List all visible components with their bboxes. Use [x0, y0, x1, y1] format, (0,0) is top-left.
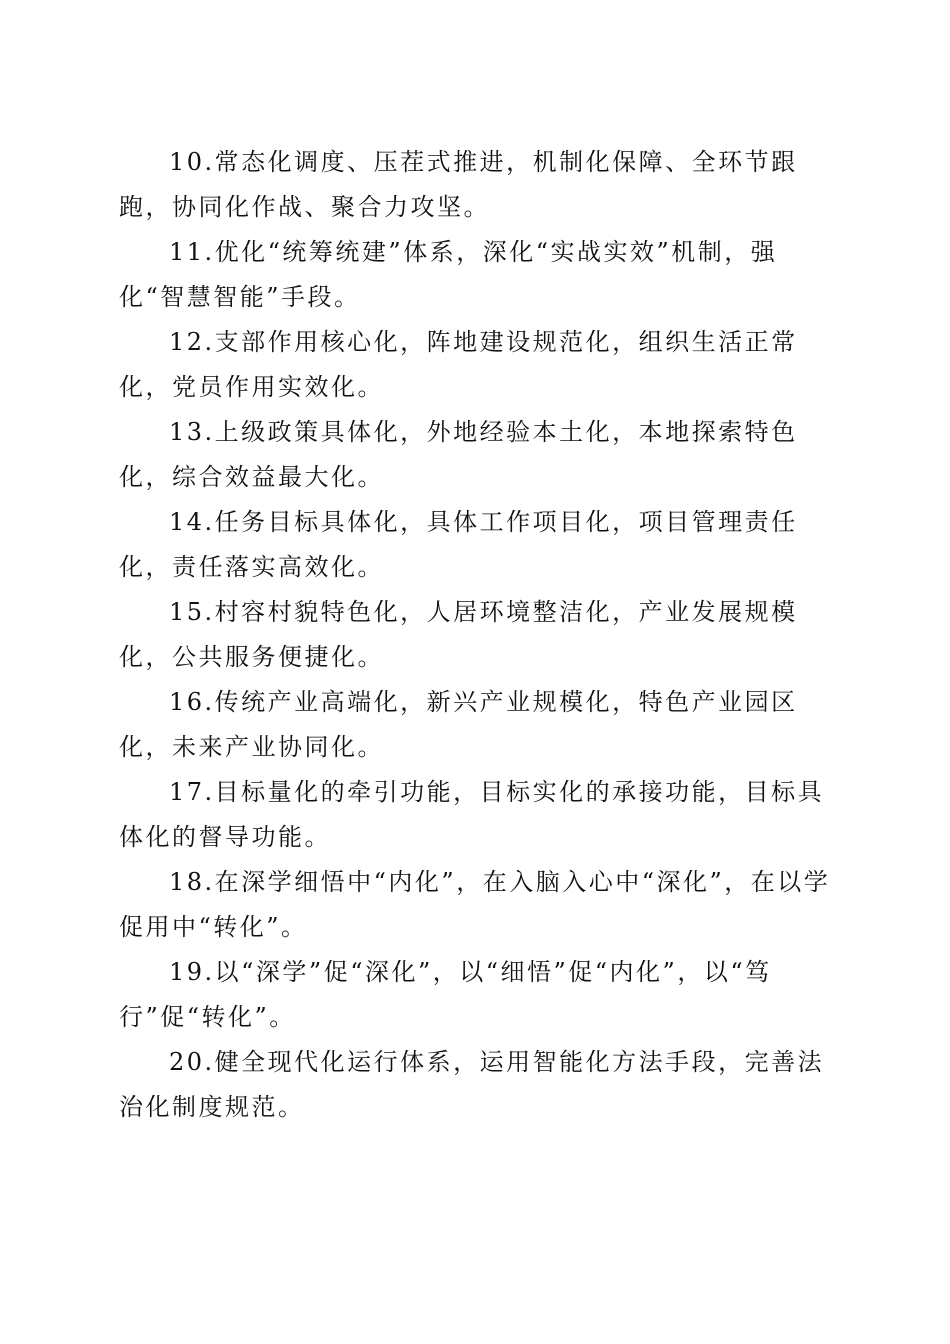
paragraph-12: 12.支部作用核心化，阵地建设规范化，组织生活正常化，党员作用实效化。 [119, 328, 798, 401]
paragraph-14: 14.任务目标具体化，具体工作项目化，项目管理责任化，责任落实高效化。 [119, 508, 798, 581]
paragraph-13: 13.上级政策具体化，外地经验本土化，本地探索特色化，综合效益最大化。 [119, 418, 798, 491]
paragraph-17: 17.目标量化的牵引功能，目标实化的承接功能，目标具体化的督导功能。 [119, 778, 825, 851]
document-body [119, 140, 831, 1130]
paragraph-18: 18.在深学细悟中“内化”，在入脑入心中“深化”，在以学促用中“转化”。 [119, 868, 831, 941]
paragraph-10: 10.常态化调度、压茬式推进，机制化保障、全环节跟跑，协同化作战、聚合力攻坚。 [119, 148, 798, 221]
paragraph-16: 16.传统产业高端化，新兴产业规模化，特色产业园区化，未来产业协同化。 [119, 688, 798, 761]
paragraph-15: 15.村容村貌特色化，人居环境整洁化，产业发展规模化，公共服务便捷化。 [119, 598, 798, 671]
paragraph-20: 20.健全现代化运行体系，运用智能化方法手段，完善法治化制度规范。 [119, 1048, 825, 1121]
paragraph-11: 11.优化“统筹统建”体系，深化“实战实效”机制，强化“智慧智能”手段。 [119, 238, 778, 311]
paragraph-19: 19.以“深学”促“深化”，以“细悟”促“内化”，以“笃行”促“转化”。 [119, 958, 772, 1031]
